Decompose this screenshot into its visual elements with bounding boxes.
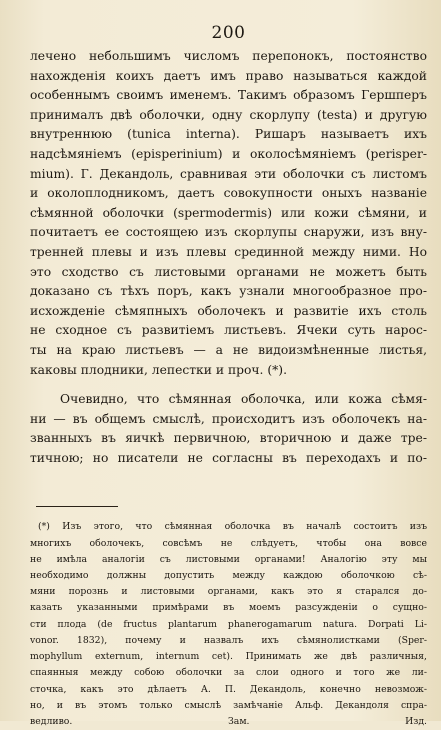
footnote-line: vonor. 1832), почему и назвалъ ихъ сѣмянолистками (Sper-: [30, 634, 427, 646]
text-line: принималъ двѣ оболочки, одну скорлупу (testa) и другую: [30, 107, 427, 122]
footnote-line: необходимо должны допустить между каждою оболочкою сѣ-: [30, 570, 427, 582]
paragraph-2: [30, 390, 427, 468]
paragraph-1: [30, 47, 427, 380]
text-line: тренней плевы и изъ плевы срединной между ними. Но: [30, 244, 427, 259]
text-line: почитаетъ ее состоящею изъ скорлупы снаружи, изъ вну-: [30, 225, 427, 240]
footnote-divider: [36, 506, 118, 507]
footnote-line: mophyllum externum, internum cet). Принимать же двѣ различныя,: [30, 651, 427, 663]
text-line: каковы плодники, лепестки и проч. (*).: [30, 362, 288, 377]
footnote-line: ведливо. Зам. Изд.: [30, 715, 427, 727]
text-line: тичною; но писатели не согласны въ переходахъ и по-: [30, 450, 427, 465]
footnote-line: сточка, какъ это дѣлаетъ А. П. Декандоль, конечно невозмож-: [30, 683, 427, 695]
text-line: не сходное съ развитіемъ листьевъ. Ячеки суть нарос-: [30, 323, 427, 338]
text-line: сѣмянной оболочки (spermodermis) или кожи сѣмяни, и: [30, 205, 427, 220]
text-line: ни — въ общемъ смыслѣ, происходитъ изъ оболочекъ на-: [30, 411, 427, 426]
footnote: [30, 519, 427, 730]
footnote-line: (*) Изъ этого, что сѣмянная оболочка въ началѣ состоитъ изъ: [38, 521, 427, 533]
text-line: mium). Г. Декандоль, сравнивая эти оболочки съ листомъ: [30, 166, 427, 181]
text-line: и околоплодникомъ, даетъ совокупности оныхъ названіе: [30, 186, 427, 201]
footnote-line: не имѣла аналогіи съ листовыми органами! Аналогію эту мы: [30, 553, 427, 565]
footnote-line: казать указанными примѣрами въ моемъ разсужденіи о сущно-: [30, 602, 427, 614]
text-line: особеннымъ своимъ именемъ. Такимъ образомъ Гершперъ: [30, 88, 427, 103]
text-line: внутреннюю (tunica interna). Ришаръ называетъ ихъ: [30, 127, 427, 142]
footnote-line: многихъ оболочекъ, совсѣмъ не слѣдуетъ, чтобы она вовсе: [30, 537, 427, 549]
page-number: 200: [211, 23, 246, 43]
text-line: нахожденія коихъ даетъ имъ право называться каждой: [30, 68, 427, 83]
text-line: это сходство съ листовыми органами не можетъ быть: [30, 264, 427, 279]
footnote-line: мяни порознь и листовыми органами, какъ это я старался до-: [30, 586, 427, 598]
footnote-line: сти плода (de fructus plantarum phanerogamarum natura. Dorpati Li-: [30, 618, 427, 630]
text-line: исхожденіе сѣмяпныхъ оболочекъ и развитіе ихъ столь: [30, 303, 427, 318]
text-line: лечено небольшимъ числомъ перепонокъ, постоянство: [30, 49, 427, 63]
text-line: надсѣмяніемъ (episperinium) и околосѣмяніемъ (perisper-: [30, 146, 427, 161]
footnote-line: спаянныя между собою оболочки за слои одного и того же ли-: [30, 667, 427, 679]
text-line: званныхъ въ яичкѣ первичною, вторичною и даже тре-: [30, 431, 427, 446]
text-line: ты на краю листьевъ — а не видоизмѣненные листья,: [30, 342, 427, 357]
footnote-line: но, и въ этомъ только смыслѣ замѣчаніе Альф. Декандоля спра-: [30, 699, 427, 711]
text-line: Очевидно, что сѣмянная оболочка, или кожа сѣмя-: [60, 392, 427, 407]
text-line: доказано съ тѣхъ поръ, какъ узнали многообразное про-: [30, 284, 427, 299]
